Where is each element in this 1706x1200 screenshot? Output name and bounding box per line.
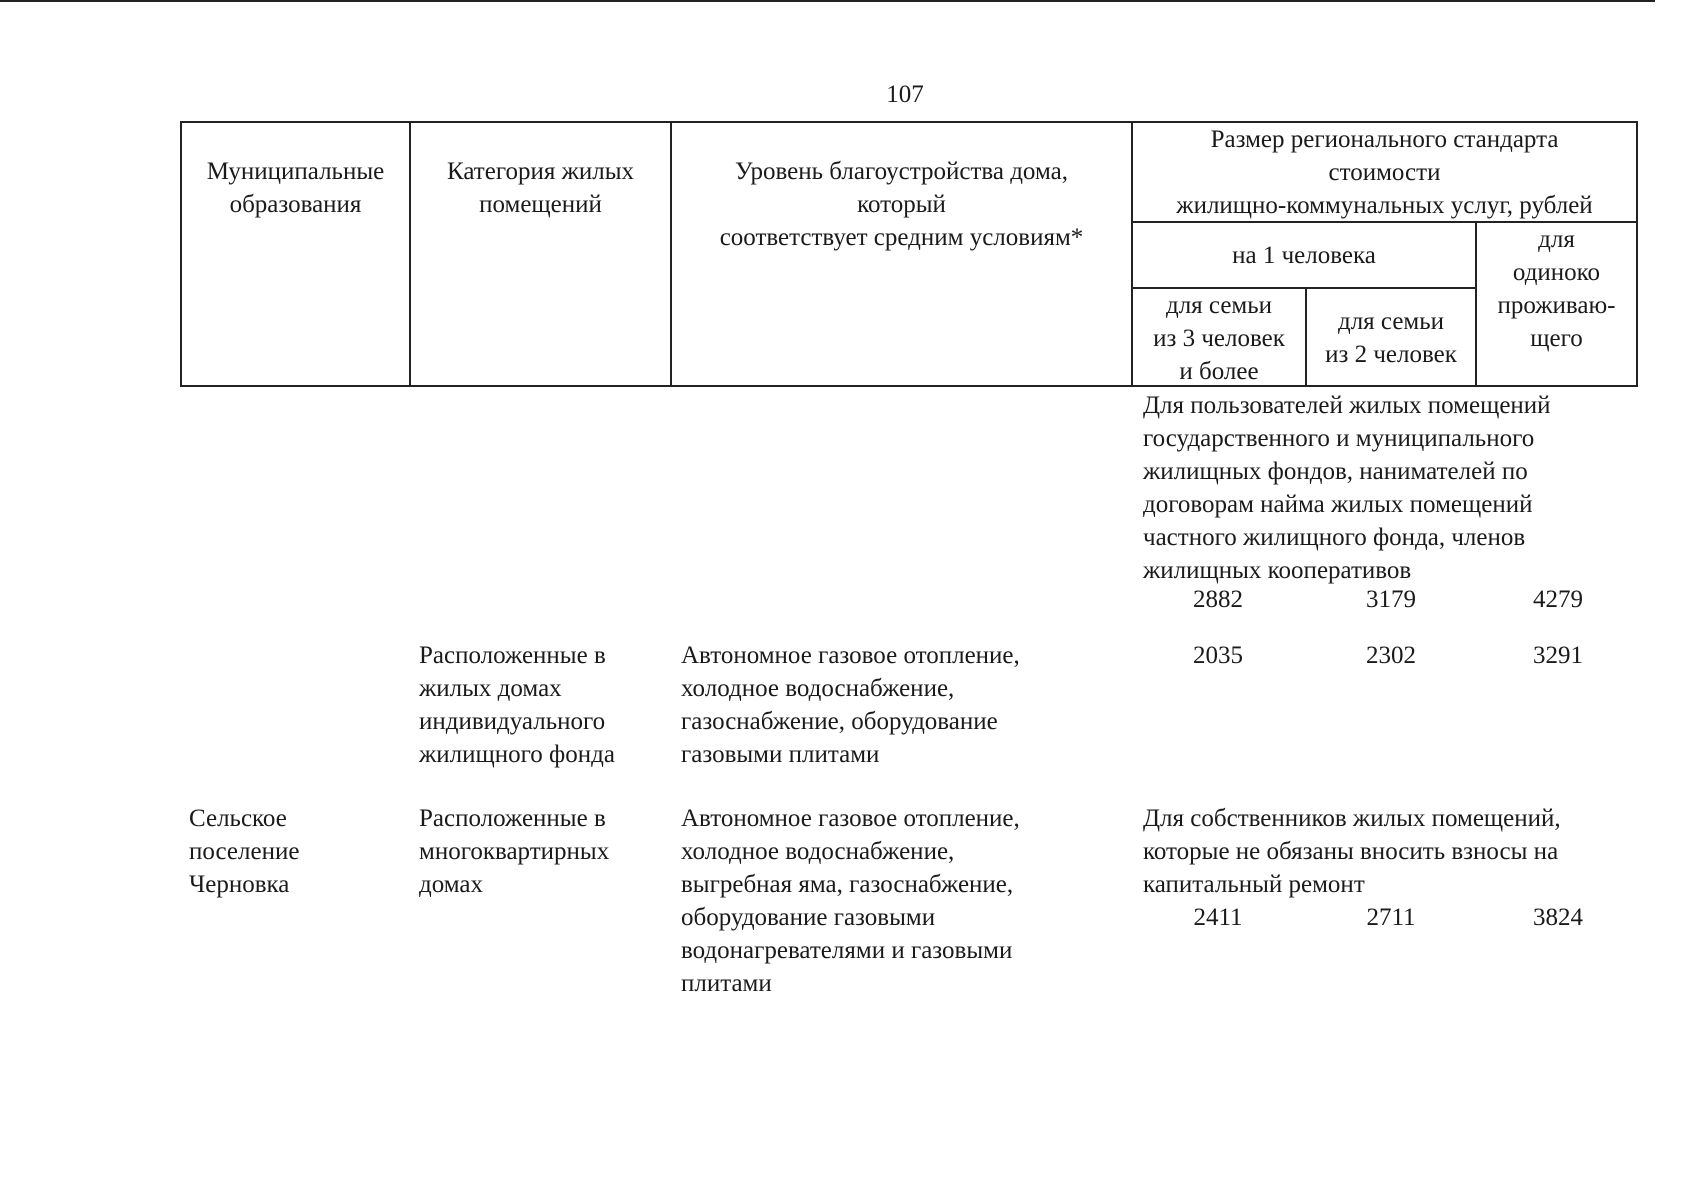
table-header	[180, 121, 1638, 387]
header-right-line	[1636, 121, 1638, 387]
value-family-2: 2302	[1366, 642, 1416, 669]
value-family-2: 3179	[1366, 586, 1416, 613]
header-amenity-level: Уровень благоустройства дома, который соответствует средним условиям*	[719, 158, 1084, 251]
value-family-3: 2411	[1193, 904, 1243, 931]
header-family-2: для семьи из 2 человек	[1325, 308, 1457, 368]
page-top-border	[0, 0, 1655, 2]
page-number: 107	[886, 81, 924, 108]
value-single: 3824	[1533, 904, 1583, 931]
value-single: 4279	[1533, 586, 1583, 613]
value-family-3: 2035	[1193, 642, 1243, 669]
header-single: для одиноко проживаю- щего	[1497, 226, 1616, 352]
value-single: 3291	[1533, 642, 1583, 669]
header-bottom-line	[180, 385, 1638, 387]
header-category: Категория жилых помещений	[447, 158, 634, 218]
value-family-3: 2882	[1193, 586, 1243, 613]
header-per-person: на 1 человека	[1232, 242, 1376, 269]
header-family-3: для семьи из 3 человек и более	[1153, 292, 1285, 385]
value-family-2: 2711	[1366, 904, 1416, 931]
header-municipality: Муниципальные образования	[206, 158, 385, 218]
header-standard-size: Размер регионального стандарта стоимости жилищно-коммунальных услуг, рублей	[1176, 126, 1593, 219]
